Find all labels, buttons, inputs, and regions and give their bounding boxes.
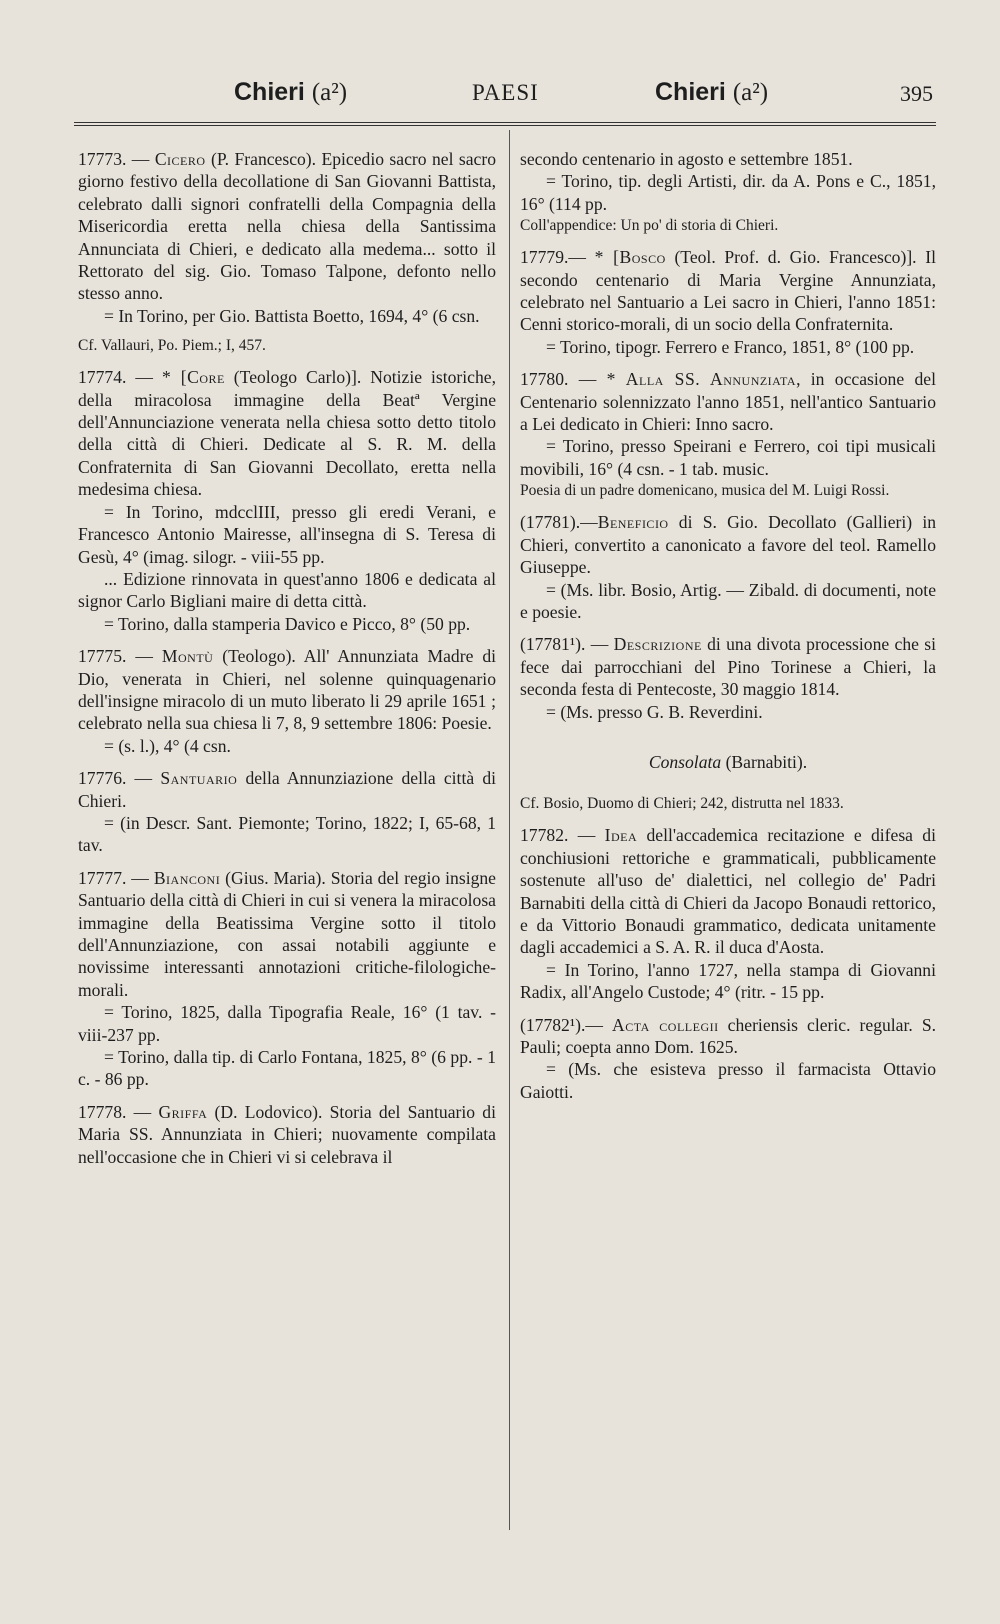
- entry-17775: 17775. — Montù (Teologo). All' Annunziata Madre di Dio, venerata in Chieri, nel solenne quinquagenario dell'insigne miracolo di un muto liberato li 29 aprile 1651 ; celebrato nella sua chiesa li 7, 8, 9 settembre 1806: Poesie. = (s. l.), 4° (4 csn.: [78, 646, 497, 756]
- entry-17773: 17773. — Cicero (P. Francesco). Epicedio sacro nel sacro giorno festivo della decollatione di San Giovanni Battista, celebrato dalli signori confratelli della Compagnia della Misericordia eretta nella chiesa della Santissima Annunciata di Chieri, e dedicato alla medema... sotto il Rettorato del sig. Gio. Tomaso Talpone, defonto nello stesso anno. = In Torino, per Gio. Battista Boetto, 1694, 4° (6 csn. Cf. Vallauri, Po. Piem.; I, 457.: [78, 149, 496, 355]
- column-divider: [509, 130, 510, 1530]
- entry-17778: 17778. — Griffa (D. Lodovico). Storia del Santuario di Maria SS. Annunziata in Chieri; nuovamente compilata nell'occasione che in Chieri vi si celebrava il: [78, 1101, 496, 1167]
- entry-17782-1: (17782¹).— Acta collegii cheriensis cleric. regular. S. Pauli; coepta anno Dom. 1625. = (Ms. che esisteva presso il farmacista Ottavio Gaiotti.: [520, 1014, 936, 1102]
- entry-17780: 17780. — * Alla SS. Annunziata, in occasione del Centenario solennizzato l'anno 1851, nell'antico Santuario a Lei dedicato in Chieri: Inno sacro. = Torino, presso Speirani e Ferrero, coi tipi musicali movibili, 16° (4 csn. - 1 tab. music. Poesia di un padre domenicano, musica del M. Luigi Rossi.: [520, 369, 936, 500]
- header-left-title: Chieri (a²): [234, 78, 348, 106]
- header-right-title: Chieri (a²): [655, 78, 769, 106]
- left-column: [78, 148, 496, 1178]
- header-rule: [74, 122, 936, 126]
- entry-17782: 17782. — Idea dell'accademica recitazione e difesa di conchiusioni rettoriche e grammaticali, pubblicamente sostenute all'uso de' dialettici, nel collegio de' Padri Barnabiti della città di Chieri da Jacopo Bonaudi rettorico, e da Vittorio Bonaudi grammatico, dedicata unitamente dagli accademici a S. A. R. il duca d'Aosta. = In Torino, l'anno 1727, nella stampa di Giovanni Radix, all'Angelo Custode; 4° (ritr. - 15 pp.: [520, 825, 936, 1003]
- section-note: Cf. Bosio, Duomo di Chieri; 242, distrutta nel 1833.: [520, 795, 844, 813]
- running-header: [0, 78, 1000, 118]
- entry-17781-1: (17781¹). — Descrizione di una divota processione che si fece dai parrocchiani del Pino Torinese a Chieri, la seconda festa di Pentecoste, 30 maggio 1814. = (Ms. presso G. B. Reverdini.: [520, 634, 936, 722]
- entry-17774: 17774. — * [Core (Teologo Carlo)]. Notizie istoriche, della miracolosa immagine della Beatª Vergine dell'Annunciazione venerata nella chiesa sotto detto titolo della città di Chieri. Dedicate al S. R. M. della Confraternita di San Giovanni Decollato, eretta nella medesima chiesa. = In Torino, mdcclIII, presso gli eredi Verani, e Francesco Antonio Mairesse, all'insegna di S. Teresa di Gesù, 4° (imag. silogr. - viii-55 pp. ... Edizione rinnovata in quest'anno 1806 e dedicata al signor Carlo Bigliani maire di detta città. = Torino, dalla stamperia Davico e Picco, 8° (50 pp.: [78, 367, 496, 634]
- entry-17779: 17779.— * [Bosco (Teol. Prof. d. Gio. Francesco)]. Il secondo centenario di Maria Vergine Annunziata, celebrato nel Santuario a Lei sacro in Chieri, l'anno 1851: Cenni storico-morali, di un socio della Confraternita. = Torino, tipogr. Ferrero e Franco, 1851, 8° (100 pp.: [520, 247, 937, 357]
- entry-17776: 17776. — Santuario della Annunziazione della città di Chieri. = (in Descr. Sant. Piemonte; Torino, 1822; I, 65-68, 1 tav.: [78, 768, 497, 856]
- right-column: [520, 148, 936, 1113]
- entry-17781: (17781).—Beneficio di S. Gio. Decollato (Gallieri) in Chieri, convertito a canonicato a favore del teol. Ramello Giuseppe. = (Ms. libr. Bosio, Artig. — Zibald. di documenti, note e poesie.: [520, 512, 936, 622]
- page-number: 395: [900, 81, 933, 106]
- section-heading: Consolata (Barnabiti).: [648, 751, 808, 772]
- entry-17777: 17777. — Bianconi (Gius. Maria). Storia del regio insigne Santuario della città di Chieri in cui si venera la miracolosa immagine della Beatissima Vergine sotto il titolo dell'Annunziazione, con assai notabili aggiunte e novissime interessanti annotazioni critiche-filologiche-morali. = Torino, 1825, dalla Tipografia Reale, 16° (1 tav. - viii-237 pp. = Torino, dalla tip. di Carlo Fontana, 1825, 8° (6 pp. - 1 c. - 86 pp.: [78, 867, 496, 1090]
- entry-17778-continuation: secondo centenario in agosto e settembre 1851. = Torino, tip. degli Artisti, dir. da A. Pons e C., 1851, 16° (114 pp. Coll'appendice: Un po' di storia di Chieri.: [520, 149, 936, 235]
- header-center: PAESI: [472, 80, 539, 105]
